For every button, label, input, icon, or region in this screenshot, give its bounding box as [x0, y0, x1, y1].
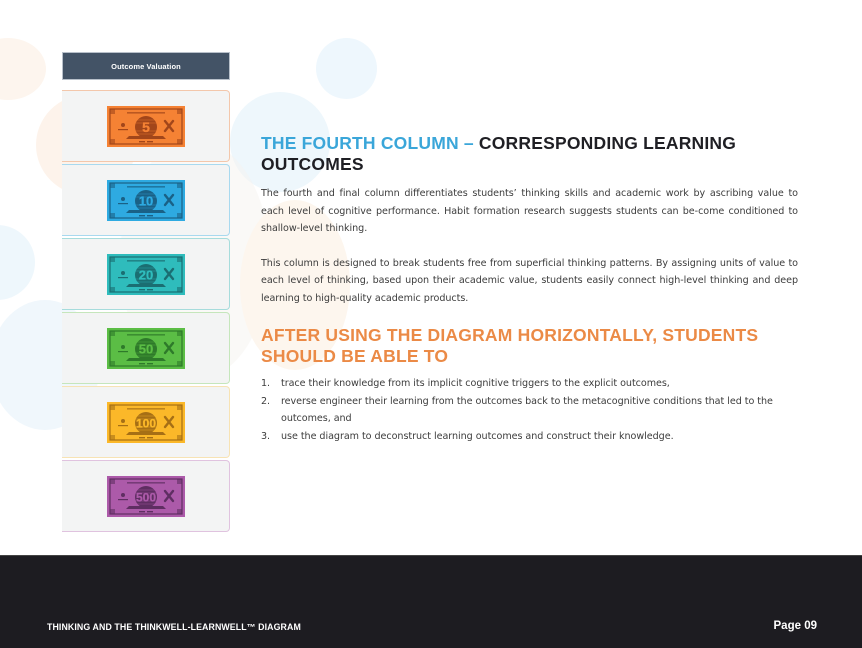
- outcome-valuation-column: [62, 52, 230, 534]
- footer-title: THINKING AND THE THINKWELL-LEARNWELL™ DIAGRAM: [47, 622, 301, 632]
- list-number: 1.: [261, 378, 271, 389]
- valuation-row: [62, 90, 230, 162]
- svg-text:5: 5: [141, 118, 150, 135]
- paragraph-2: This column is designed to break students free from superficial thinking patterns. By assigning units of value to each level of thinking, based upon their academic value, students easily connect high-level thinking and deep learning to high-quality academic products.: [261, 257, 798, 304]
- page-footer: [0, 555, 862, 648]
- valuation-row: [62, 312, 230, 384]
- valuation-row: [62, 386, 230, 458]
- list-text: trace their knowledge from its implicit cognitive triggers to the explicit outcomes,: [281, 378, 670, 389]
- list-item: [261, 375, 798, 393]
- decorative-circle: [316, 38, 377, 99]
- list-text: reverse engineer their learning from the outcomes back to the metacognitive conditions that led to the outcomes, and: [281, 395, 773, 424]
- outcomes-list: [261, 375, 798, 445]
- fifty-dollar-bill-icon: [107, 328, 185, 369]
- svg-text:10: 10: [138, 193, 153, 209]
- valuation-row: [62, 460, 230, 532]
- valuation-row: [62, 238, 230, 310]
- ten-dollar-bill-icon: [107, 180, 185, 221]
- list-number: 2.: [261, 395, 271, 407]
- hundred-dollar-bill-icon: [107, 402, 185, 443]
- outcome-valuation-header: Outcome Valuation: [62, 52, 230, 80]
- twenty-dollar-bill-icon: [107, 254, 185, 295]
- bill-rows: [62, 90, 230, 532]
- page-number: Page 09: [773, 620, 817, 632]
- list-number: 3.: [261, 430, 271, 442]
- list-text: use the diagram to deconstruct learning outcomes and construct their knowledge.: [281, 430, 674, 442]
- svg-text:50: 50: [138, 341, 153, 357]
- main-content: [261, 133, 798, 445]
- list-item: [261, 393, 798, 428]
- svg-text:20: 20: [138, 267, 153, 283]
- section-heading: [261, 133, 798, 175]
- heading-accent: THE FOURTH COLUMN –: [261, 133, 479, 153]
- decorative-circle: [0, 225, 35, 300]
- valuation-row: [62, 164, 230, 236]
- heading-rest: CORRESPONDING LEARNING OUTCOMES: [261, 133, 737, 174]
- svg-text:100: 100: [135, 415, 156, 430]
- svg-text:500: 500: [135, 489, 156, 504]
- paragraph-1: The fourth and final column differentiates students’ thinking skills and academic work by ascribing value to each level of cognitive performance. Habit formation research suggests students can be-come conditioned to shallow-level thinking.: [261, 188, 798, 234]
- decorative-circle: [0, 38, 46, 100]
- five-dollar-bill-icon: [107, 106, 185, 147]
- list-item: [261, 428, 798, 446]
- subsection-heading: AFTER USING THE DIAGRAM HORIZONTALLY, STUDENTS SHOULD BE ABLE TO: [261, 325, 759, 366]
- five-hundred-dollar-bill-icon: [107, 476, 185, 517]
